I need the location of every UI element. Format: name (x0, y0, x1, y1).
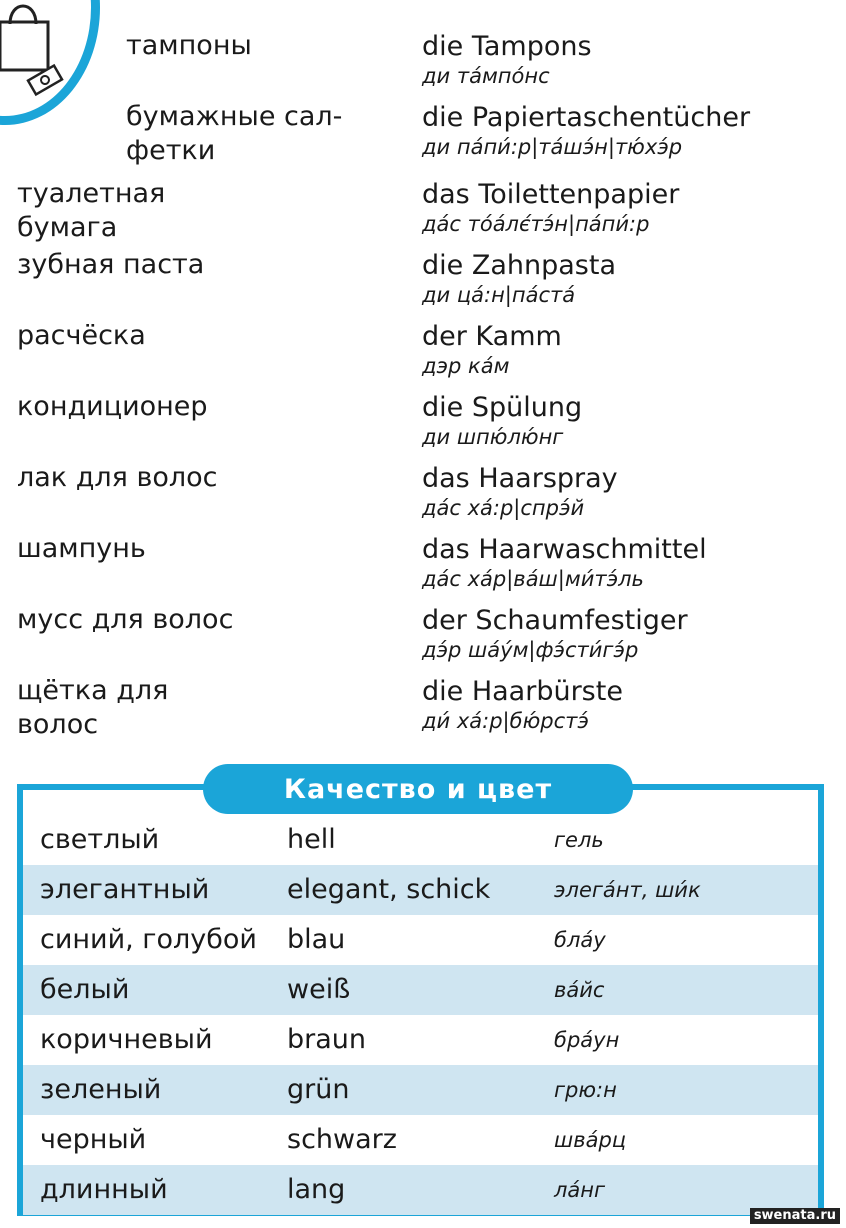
vocab-de: der Kamm (422, 321, 562, 352)
vocab-transcription: ди па́пи́:р|та́шэ́н|тю́хэ́р (422, 135, 683, 159)
cell-transcription: элега́нт, ши́к (554, 878, 701, 902)
vocab-ru: лак для волос (17, 462, 218, 493)
vocab-de: das Haarspray (422, 463, 618, 494)
vocab-de: die Spülung (422, 392, 583, 423)
vocab-ru: бумажные сал- фетки (126, 101, 343, 166)
vocab-ru: щётка для волос (17, 675, 169, 740)
cell-russian: коричневый (40, 1024, 213, 1055)
vocab-ru: туалетная бумага (17, 178, 166, 243)
table-row (23, 965, 818, 1015)
vocab-ru: тампоны (126, 30, 252, 61)
section-title: Качество и цвет (203, 764, 633, 814)
table-row (23, 1065, 818, 1115)
vocab-de: das Toilettenpapier (422, 179, 680, 210)
vocab-transcription: да́с ха́:р|спрэ́й (422, 496, 585, 520)
cell-russian: элегантный (40, 874, 210, 905)
cell-russian: светлый (40, 824, 160, 855)
cell-transcription: грю:н (554, 1078, 617, 1102)
vocab-transcription: да́с то́а́лє́тэ́н|па́пи́:р (422, 212, 650, 236)
cell-german: schwarz (287, 1124, 397, 1155)
table-row (23, 865, 818, 915)
vocab-transcription: ди шпю́лю́нг (422, 425, 564, 449)
cell-german: lang (287, 1174, 346, 1205)
vocab-de: das Haarwaschmittel (422, 534, 707, 565)
cell-german: hell (287, 824, 336, 855)
vocab-transcription: ди та́мпо́нс (422, 64, 550, 88)
vocab-transcription: ди ца́:н|па́ста́ (422, 283, 576, 307)
vocab-ru: зубная паста (17, 249, 205, 280)
vocab-de: die Papiertaschentücher (422, 102, 751, 133)
table-row (23, 1165, 818, 1215)
shopping-bag-icon (0, 0, 70, 100)
vocab-de: der Schaumfestiger (422, 605, 688, 636)
vocab-de: die Haarbürste (422, 676, 623, 707)
cell-russian: длинный (40, 1174, 168, 1205)
cell-transcription: бра́ун (554, 1028, 620, 1052)
cell-transcription: ва́йс (554, 978, 605, 1002)
vocab-transcription: да́с ха́р|ва́ш|ми́тэ́ль (422, 567, 644, 591)
cell-transcription: бла́у (554, 928, 606, 952)
cell-transcription: гель (554, 828, 604, 852)
cell-russian: черный (40, 1124, 147, 1155)
cell-german: weiß (287, 974, 351, 1005)
cell-german: blau (287, 924, 346, 955)
vocab-ru: кондиционер (17, 391, 208, 422)
vocab-ru: мусс для волос (17, 604, 234, 635)
table-row (23, 1115, 818, 1165)
vocab-transcription: ди́ ха́:р|бю́рстэ́ (422, 709, 589, 733)
cell-german: braun (287, 1024, 367, 1055)
vocab-de: die Tampons (422, 31, 592, 62)
table-row (23, 815, 818, 865)
vocab-transcription: дэр ка́м (422, 354, 510, 378)
vocab-de: die Zahnpasta (422, 250, 616, 281)
cell-russian: зеленый (40, 1074, 162, 1105)
table-row (23, 1015, 818, 1065)
cell-transcription: шва́рц (554, 1128, 627, 1152)
cell-transcription: ла́нг (554, 1178, 606, 1202)
cell-russian: синий, голубой (40, 924, 257, 955)
vocab-ru: шампунь (17, 533, 146, 564)
vocab-transcription: дэ́р ша́у́м|фэ́сти́гэ́р (422, 638, 639, 662)
table-row (23, 915, 818, 965)
cell-german: elegant, schick (287, 874, 491, 905)
watermark: swenata.ru (750, 1208, 840, 1224)
cell-german: grün (287, 1074, 350, 1105)
cell-russian: белый (40, 974, 130, 1005)
vocab-ru: расчёска (17, 320, 146, 351)
